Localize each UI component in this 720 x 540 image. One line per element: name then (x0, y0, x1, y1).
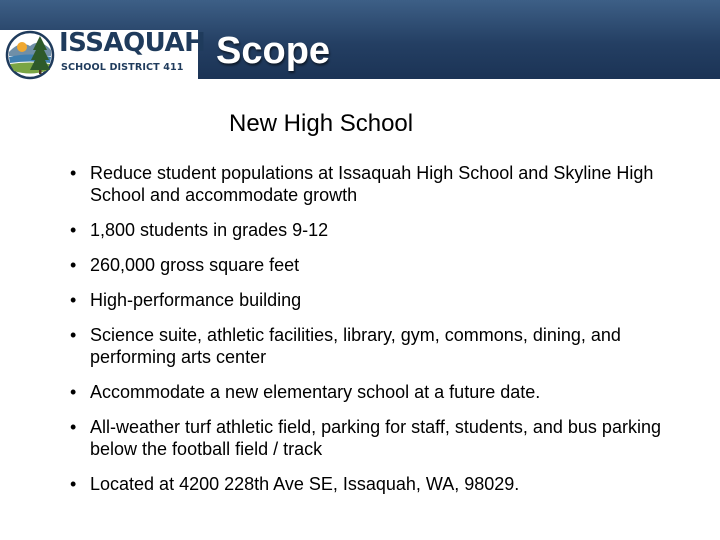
bullet-item (70, 162, 690, 206)
bullet-glyph: • (70, 474, 77, 494)
bullet-text: High-performance building (90, 290, 302, 310)
logo-subtext: SCHOOL DISTRICT 411 (61, 62, 184, 73)
bullet-glyph: • (70, 220, 77, 240)
bullet-text: Science suite, athletic facilities, library, gym, commons, dining, and performing arts center (90, 325, 621, 367)
bullet-item (70, 324, 690, 368)
bullet-item (70, 254, 690, 276)
bullet-item (70, 289, 690, 311)
bullet-text: 1,800 students in grades 9-12 (90, 220, 329, 240)
bullet-text: Located at 4200 228th Ave SE, Issaquah, WA, 98029. (90, 474, 520, 494)
bullet-item (70, 219, 690, 241)
district-logo-icon (4, 30, 56, 80)
bullet-text: Reduce student populations at Issaquah High School and Skyline High School and accommodate growth (90, 163, 654, 205)
bullet-text: Accommodate a new elementary school at a future date. (90, 382, 541, 402)
bullet-glyph: • (70, 382, 77, 402)
bullet-text: 260,000 gross square feet (90, 255, 300, 275)
bullet-glyph: • (70, 417, 77, 437)
slide-title: Scope (216, 30, 331, 72)
bullet-item (70, 416, 690, 460)
section-subtitle: New High School (229, 110, 414, 137)
bullet-glyph: • (70, 163, 77, 183)
bullet-glyph: • (70, 325, 77, 345)
bullet-item (70, 381, 690, 403)
bullet-glyph: • (70, 255, 77, 275)
bullet-item (70, 473, 690, 495)
logo-wordmark: ISSAQUAH (59, 28, 206, 58)
bullet-glyph: • (70, 290, 77, 310)
bullet-list (70, 162, 690, 508)
bullet-text: All-weather turf athletic field, parking for staff, students, and bus parking below the football field / track (90, 417, 661, 459)
